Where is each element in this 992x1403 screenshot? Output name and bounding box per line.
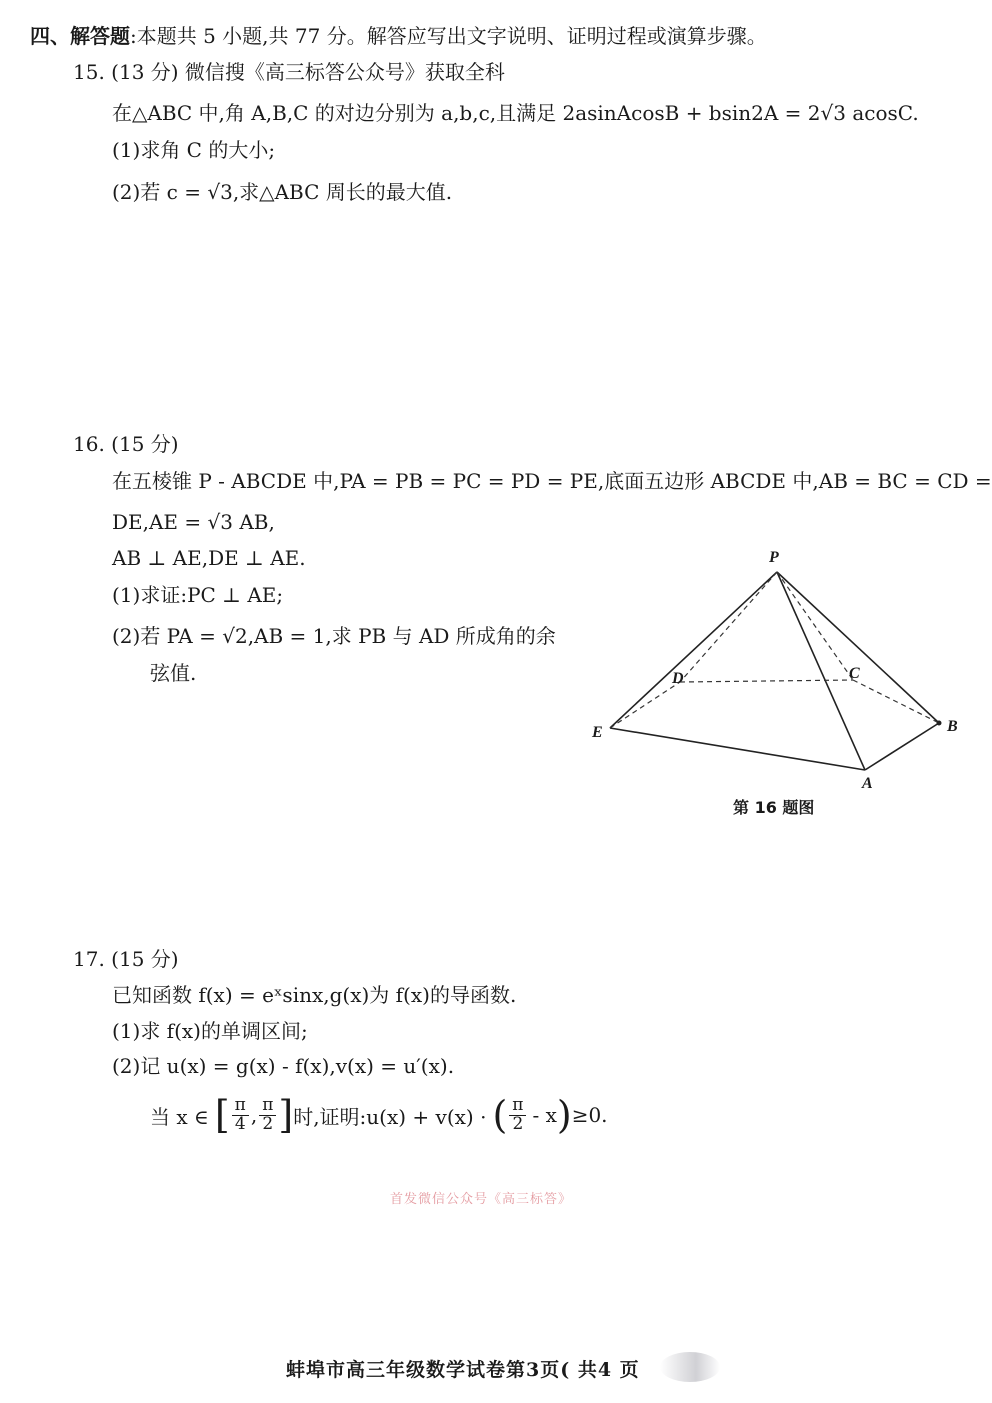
label-A: A xyxy=(862,775,873,792)
q16-stem-line3: AB ⊥ AE,DE ⊥ AE. xyxy=(112,546,306,570)
edge-PD xyxy=(680,572,777,682)
q16-stem-line1: 在五棱锥 P - ABCDE 中,PA = PB = PC = PD = PE,底面五边形 ABCDE 中,AB = BC = CD = xyxy=(112,469,992,493)
inequality-suffix: ≥0. xyxy=(571,1103,608,1127)
pyramid-figure xyxy=(575,540,975,800)
q15-stem: 在△ABC 中,角 A,B,C 的对边分别为 a,b,c,且满足 2asinAcosB + bsin2A = 2√3 acosC. xyxy=(112,101,919,125)
q15-part2: (2)若 c = √3,求△ABC 周长的最大值. xyxy=(112,180,453,204)
watermark: 首发微信公众号《高三标答》 xyxy=(390,1192,573,1207)
vertex-B-dot xyxy=(937,721,942,726)
right-paren: ) xyxy=(556,1093,572,1137)
label-C: C xyxy=(849,665,860,682)
edge-PE xyxy=(610,572,777,728)
fraction-paren xyxy=(509,1094,526,1134)
figure-caption: 第 16 题图 xyxy=(733,798,815,817)
section-title: 四、解答题 xyxy=(30,24,130,48)
edge-ED xyxy=(610,682,680,728)
q16-heading: 16. (15 分) xyxy=(73,432,179,456)
edge-CB xyxy=(853,680,939,723)
q16-part2-line1: (2)若 PA = √2,AB = 1,求 PB 与 AD 所成角的余 xyxy=(112,624,556,648)
comma: , xyxy=(250,1103,258,1127)
label-P: P xyxy=(769,549,779,566)
q17-part1: (1)求 f(x)的单调区间; xyxy=(112,1019,308,1043)
paren-tail: - x xyxy=(532,1103,557,1127)
left-paren: ( xyxy=(492,1093,508,1137)
q17-part2: (2)记 u(x) = g(x) - f(x),v(x) = u′(x). xyxy=(112,1054,455,1078)
fraction-right xyxy=(259,1094,276,1134)
fraction-right-den: 2 xyxy=(262,1113,274,1134)
edge-EA xyxy=(610,728,865,770)
label-E: E xyxy=(592,724,603,741)
q15-heading: 15. (13 分) 微信搜《高三标答公众号》获取全科 xyxy=(73,60,505,84)
edge-DC xyxy=(680,680,853,682)
inequality-middle: 时,证明:u(x) + v(x) · xyxy=(293,1104,487,1129)
edge-AB xyxy=(865,723,939,770)
fraction-left xyxy=(232,1094,249,1134)
fraction-paren-den: 2 xyxy=(512,1113,524,1134)
fraction-paren-num: π xyxy=(509,1097,526,1116)
q16-stem-line2: DE,AE = √3 AB, xyxy=(112,510,275,534)
left-bracket: [ xyxy=(214,1093,230,1137)
fraction-left-den: 4 xyxy=(234,1113,246,1134)
inequality-prefix: 当 x ∈ xyxy=(150,1104,209,1129)
fraction-right-num: π xyxy=(259,1097,276,1116)
q17-part2-inequality xyxy=(150,1090,608,1140)
label-B: B xyxy=(947,718,958,735)
edge-PB xyxy=(777,572,939,723)
label-D: D xyxy=(672,670,684,687)
edge-PC xyxy=(777,572,853,680)
page-footer: 蚌埠市高三年级数学试卷第3页( 共4 页 xyxy=(286,1359,640,1381)
q17-heading: 17. (15 分) xyxy=(73,947,179,971)
section-header xyxy=(30,24,767,48)
q15-part1: (1)求角 C 的大小; xyxy=(112,138,276,162)
fraction-left-num: π xyxy=(232,1097,249,1116)
section-description: :本题共 5 小题,共 77 分。解答应写出文字说明、证明过程或演算步骤。 xyxy=(130,24,767,48)
q16-part2-line2: 弦值. xyxy=(150,661,197,685)
right-bracket: ] xyxy=(278,1093,294,1137)
q17-stem: 已知函数 f(x) = eˣsinx,g(x)为 f(x)的导函数. xyxy=(112,983,517,1007)
q16-part1: (1)求证:PC ⊥ AE; xyxy=(112,583,284,607)
scan-shadow xyxy=(660,1352,720,1382)
